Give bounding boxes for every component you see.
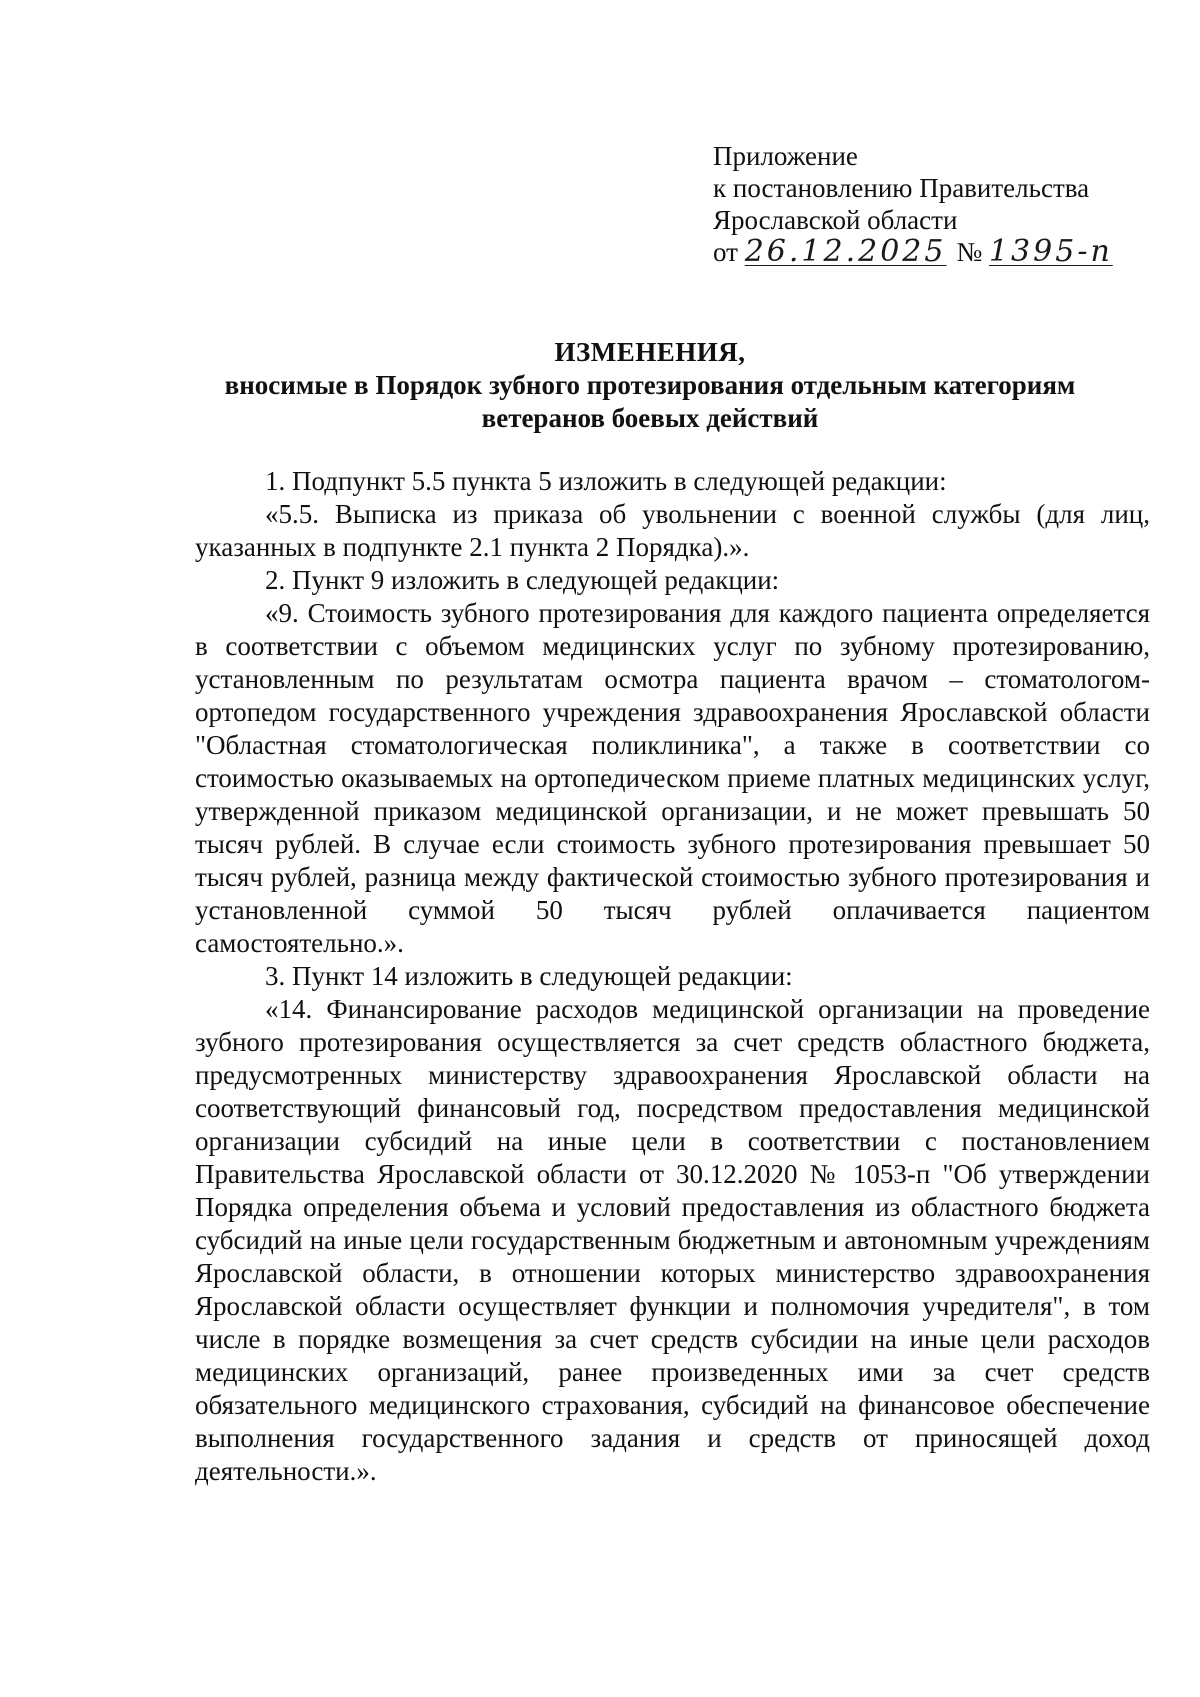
paragraph-1: 1. Подпункт 5.5 пункта 5 изложить в следующей редакции:	[265, 466, 947, 496]
date-prefix: от	[713, 237, 738, 267]
title-subtitle-line-1: вносимые в Порядок зубного протезирования отдельным категориям	[224, 370, 1076, 400]
title-heading: ИЗМЕНЕНИЯ,	[554, 337, 746, 367]
paragraph-2: «5.5. Выписка из приказа об увольнении с военной службы (для лиц, указанных в подпункте 2.1 пункта 2 Порядка).».	[195, 499, 1150, 562]
document-title	[190, 336, 1110, 435]
handwritten-date: 26.12.2025	[744, 234, 947, 269]
paragraph-3: 2. Пункт 9 изложить в следующей редакции:	[265, 565, 780, 595]
attachment-date-number-line	[713, 236, 1183, 274]
attachment-label: Приложение	[713, 141, 858, 171]
paragraph-6: «14. Финансирование расходов медицинской организации на проведение зубного протезирования осуществляется за счет средств областного бюджета, предусмотренных министерству здравоохранения Ярославской области на соответствующий финансовый год, посредством предоставления медицинской организации субсидий на иные цели в соответствии с постановлением Правительства Ярославской области от 30.12.2020 № 1053-п "Об утверждении Порядка определения объема и условий предоставления из областного бюджета субсидий на иные цели государственным бюджетным и автономным учреждениям Ярославской области, в отношении которых министерство здравоохранения Ярославской области осуществляет функции и полномочия учредителя", в том числе в порядке возмещения за счет средств субсидии на иные цели расходов медицинских организаций, ранее произведенных ими за счет средств обязательного медицинского страхования, субсидий на финансовое обеспечение выполнения государственного задания и средств от приносящей доход деятельности.».	[195, 994, 1150, 1486]
attachment-block	[713, 140, 1183, 274]
paragraph-5: 3. Пункт 14 изложить в следующей редакции:	[265, 961, 793, 991]
attachment-region-line: Ярославской области	[713, 205, 958, 235]
paragraph-4: «9. Стоимость зубного протезирования для каждого пациента определяется в соответствии с объемом медицинских услуг по зубному протезированию, установленным по результатам осмотра пациента врачом – стоматологом-ортопедом государственного учреждения здравоохранения Ярославской области "Областная стоматологическая поликлиника", а также в соответствии со стоимостью оказываемых на ортопедическом приеме платных медицинских услуг, утвержденной приказом медицинской организации, и не может превышать 50 тысяч рублей. В случае если стоимость зубного протезирования превышает 50 тысяч рублей, разница между фактической стоимостью зубного протезирования и установленной суммой 50 тысяч рублей оплачивается пациентом самостоятельно.».	[195, 598, 1150, 958]
attachment-resolution-line: к постановлению Правительства	[713, 173, 1090, 203]
number-prefix: №	[956, 237, 983, 267]
handwritten-number: 1395-п	[988, 234, 1113, 269]
title-subtitle-line-2: ветеранов боевых действий	[481, 403, 819, 433]
document-body	[195, 465, 1150, 1488]
